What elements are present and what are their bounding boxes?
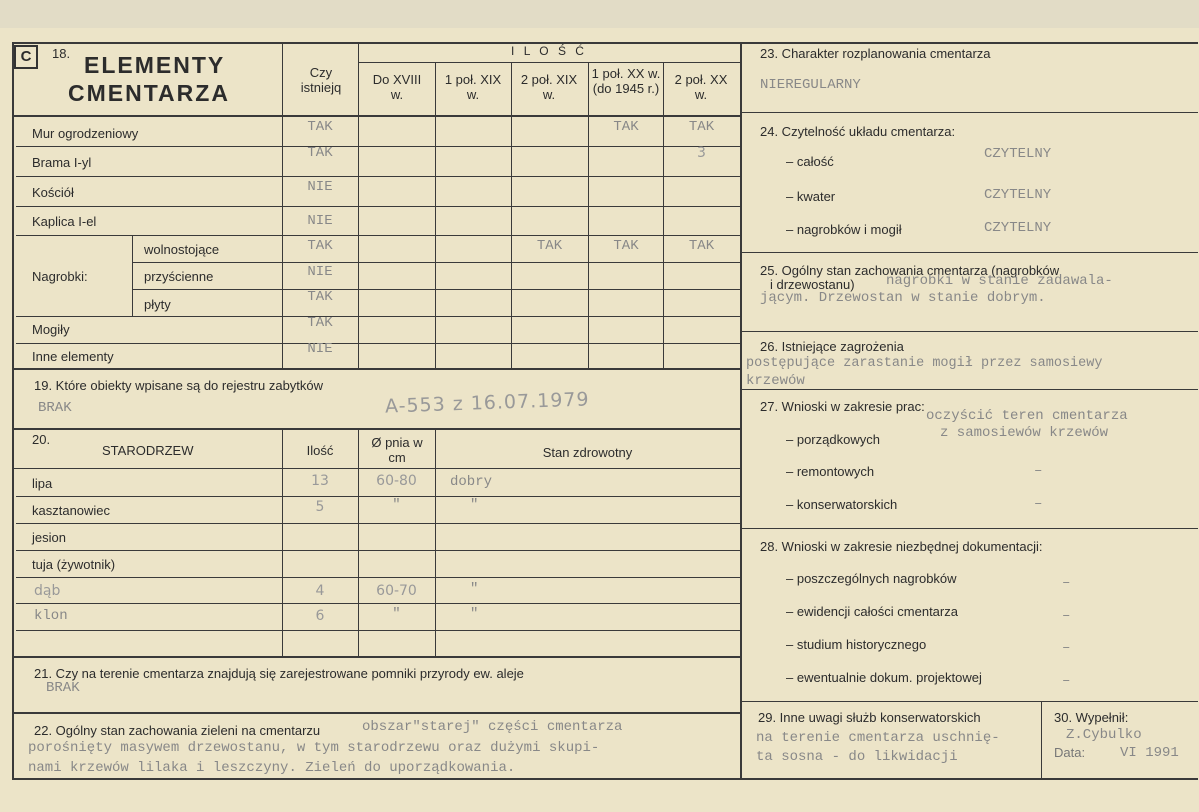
period-header: 2 poł. XX w.: [674, 72, 728, 102]
tree-name: jesion: [32, 530, 66, 545]
value-wolno: TAK: [307, 238, 333, 254]
pnia-column-header: Ø pnia w cm: [371, 435, 423, 465]
value-mur-p4: TAK: [613, 119, 639, 135]
row-label: Mogiły: [32, 322, 70, 337]
section-29-value-1: na terenie cmentarza uschnię-: [756, 730, 1000, 746]
section-29-value-2: ta sosna - do likwidacji: [756, 749, 958, 765]
tree-name: klon: [34, 608, 68, 624]
section-26-value-1: postępujące zarastanie mogił przez samosiewy: [746, 356, 1103, 371]
register-handwritten: A-553 z 16.07.1979: [384, 388, 590, 418]
stan-column-header: Stan zdrowotny: [542, 445, 633, 460]
date-label: Data:: [1054, 745, 1086, 760]
section-24-label: 24. Czytelność układu cmentarza:: [760, 124, 956, 139]
section-22-line-2: porośnięty masywem drzewostanu, w tym starodrzewu oraz dużymi skupi-: [28, 740, 600, 756]
value-inne: NIE: [307, 341, 333, 357]
value-brama-p5: 3: [697, 145, 706, 161]
section-18-title-2: CMENTARZA: [68, 80, 230, 106]
section-29-label: 29. Inne uwagi służb konserwatorskich: [758, 710, 981, 725]
tree-qty: 13: [311, 473, 329, 489]
tree-pnia: ": [392, 497, 401, 513]
section-24-row-value: CZYTELNY: [984, 187, 1052, 203]
section-25-value-1: nagrobki w stanie zadawala-: [886, 273, 1113, 289]
section-23-value: NIEREGULARNY: [760, 77, 861, 93]
tree-stan: ": [470, 497, 479, 513]
value-brama: TAK: [307, 145, 333, 161]
period-header: 1 poł. XIX w.: [444, 72, 502, 102]
section-28-row-label: – ewidencji całości cmentarza: [786, 604, 958, 619]
section-24-row-label: – całość: [786, 154, 834, 169]
section-26-label: 26. Istniejące zagrożenia: [760, 339, 904, 354]
period-header: 2 poł. XIX w.: [520, 72, 578, 102]
section-27-row-label: – porządkowych: [786, 432, 880, 447]
section-28-row-label: – ewentualnie dokum. projektowej: [786, 670, 982, 685]
section-24-row-label: – nagrobków i mogił: [786, 222, 902, 237]
row-label: Brama I-yl: [32, 155, 92, 170]
section-21-value: BRAK: [46, 680, 80, 696]
tree-stan: dobry: [450, 474, 493, 490]
card-code-box: C: [14, 45, 38, 69]
value-kaplica: NIE: [307, 213, 333, 229]
ilosc-header: I L O Ś Ć: [511, 44, 587, 58]
tree-name: kasztanowiec: [32, 503, 111, 518]
section-24-row-value: CZYTELNY: [984, 220, 1052, 236]
nagrobki-label: Nagrobki:: [32, 269, 88, 284]
value-wolno-p3: TAK: [536, 238, 563, 254]
section-20-number: 20.: [32, 432, 51, 447]
value-mur-p5: TAK: [688, 119, 715, 135]
row-label: Kaplica I-el: [32, 214, 97, 229]
tree-pnia: ": [392, 606, 401, 622]
czy-istnieje-header: Czy istniejq: [300, 65, 342, 95]
tree-qty: 4: [315, 583, 325, 599]
tree-qty: 6: [315, 608, 325, 624]
value-wolno-p4: TAK: [613, 238, 639, 254]
section-28-row-value: –: [1062, 575, 1071, 591]
section-27-row-label: – konserwatorskich: [786, 497, 898, 512]
section-28-row-value: –: [1062, 640, 1071, 656]
value-plyty: TAK: [307, 289, 333, 305]
section-22-label: 22. Ogólny stan zachowania zieleni na cmentarzu: [34, 723, 321, 738]
nagrobki-sub-label: płyty: [144, 297, 171, 312]
section-27-label: 27. Wnioski w zakresie prac:: [760, 399, 925, 414]
section-24-row-value: CZYTELNY: [984, 146, 1052, 162]
tree-name: lipa: [32, 476, 53, 491]
value-wolno-p5: TAK: [688, 238, 715, 254]
section-28-row-label: – poszczególnych nagrobków: [786, 571, 957, 586]
section-19-label: 19. Które obiekty wpisane są do rejestru zabytków: [34, 378, 324, 393]
section-27-value-1: oczyścić teren cmentarza: [926, 408, 1128, 424]
value-kosciol: NIE: [307, 179, 333, 195]
tree-name: tuja (żywotnik): [32, 557, 116, 572]
ilosc-column-header: Ilość: [306, 443, 334, 458]
tree-pnia: 60-70: [376, 583, 417, 599]
tree-stan: ": [470, 581, 479, 597]
nagrobki-sub-label: przyścienne: [144, 269, 214, 284]
row-label: Inne elementy: [32, 349, 114, 364]
tree-qty: 5: [315, 499, 325, 515]
section-22-line-3: nami krzewów lilaka i leszczyny. Zieleń do uporządkowania.: [28, 760, 516, 776]
section-23-label: 23. Charakter rozplanowania cmentarza: [760, 46, 991, 61]
row-label: Kościół: [32, 185, 74, 200]
section-18-title-1: ELEMENTY: [84, 52, 226, 78]
section-24-row-label: – kwater: [786, 189, 836, 204]
period-header: 1 poł. XX w. (do 1945 r.): [591, 66, 661, 96]
period-header: Do XVIII w.: [372, 72, 422, 102]
filled-by-name: Z.Cybulko: [1066, 727, 1142, 743]
section-26-value-2: krzewów: [746, 373, 805, 389]
value-mogily: TAK: [307, 315, 333, 331]
section-27-row-label: – remontowych: [786, 464, 875, 479]
section-28-label: 28. Wnioski w zakresie niezbędnej dokumentacji:: [760, 539, 1043, 554]
tree-pnia: 60-80: [376, 473, 417, 489]
section-25-label-2: i drzewostanu): [770, 277, 855, 292]
date-value: VI 1991: [1120, 745, 1179, 761]
value-przys: NIE: [307, 264, 333, 280]
starodrzew-header: STARODRZEW: [102, 443, 194, 458]
section-27-row-value: –: [1034, 463, 1043, 479]
tree-name: dąb: [34, 583, 61, 599]
section-18-number: 18.: [52, 46, 71, 61]
section-28-row-value: –: [1062, 673, 1071, 689]
section-19-value: BRAK: [38, 400, 72, 416]
row-label: Mur ogrodzeniowy: [32, 126, 139, 141]
section-28-row-value: –: [1062, 608, 1071, 624]
section-22-line-1: obszar"starej" części cmentarza: [362, 719, 623, 735]
value-mur: TAK: [307, 119, 333, 135]
tree-stan: ": [470, 606, 479, 622]
section-27-value-2: z samosiewów krzewów: [940, 425, 1109, 441]
section-21-label: 21. Czy na terenie cmentarza znajdują się zarejestrowane pomniki przyrody ew. aleje: [34, 666, 524, 681]
section-30-label: 30. Wypełnił:: [1054, 710, 1129, 725]
section-27-row-value: –: [1034, 496, 1043, 512]
section-28-row-label: – studium historycznego: [786, 637, 927, 652]
top-strip: [0, 0, 1199, 28]
section-25-label: 25. Ogólny stan zachowania cmentarza (nagrobków: [760, 263, 1060, 278]
nagrobki-sub-label: wolnostojące: [144, 242, 220, 257]
section-25-value-2: jącym. Drzewostan w stanie dobrym.: [760, 290, 1046, 306]
